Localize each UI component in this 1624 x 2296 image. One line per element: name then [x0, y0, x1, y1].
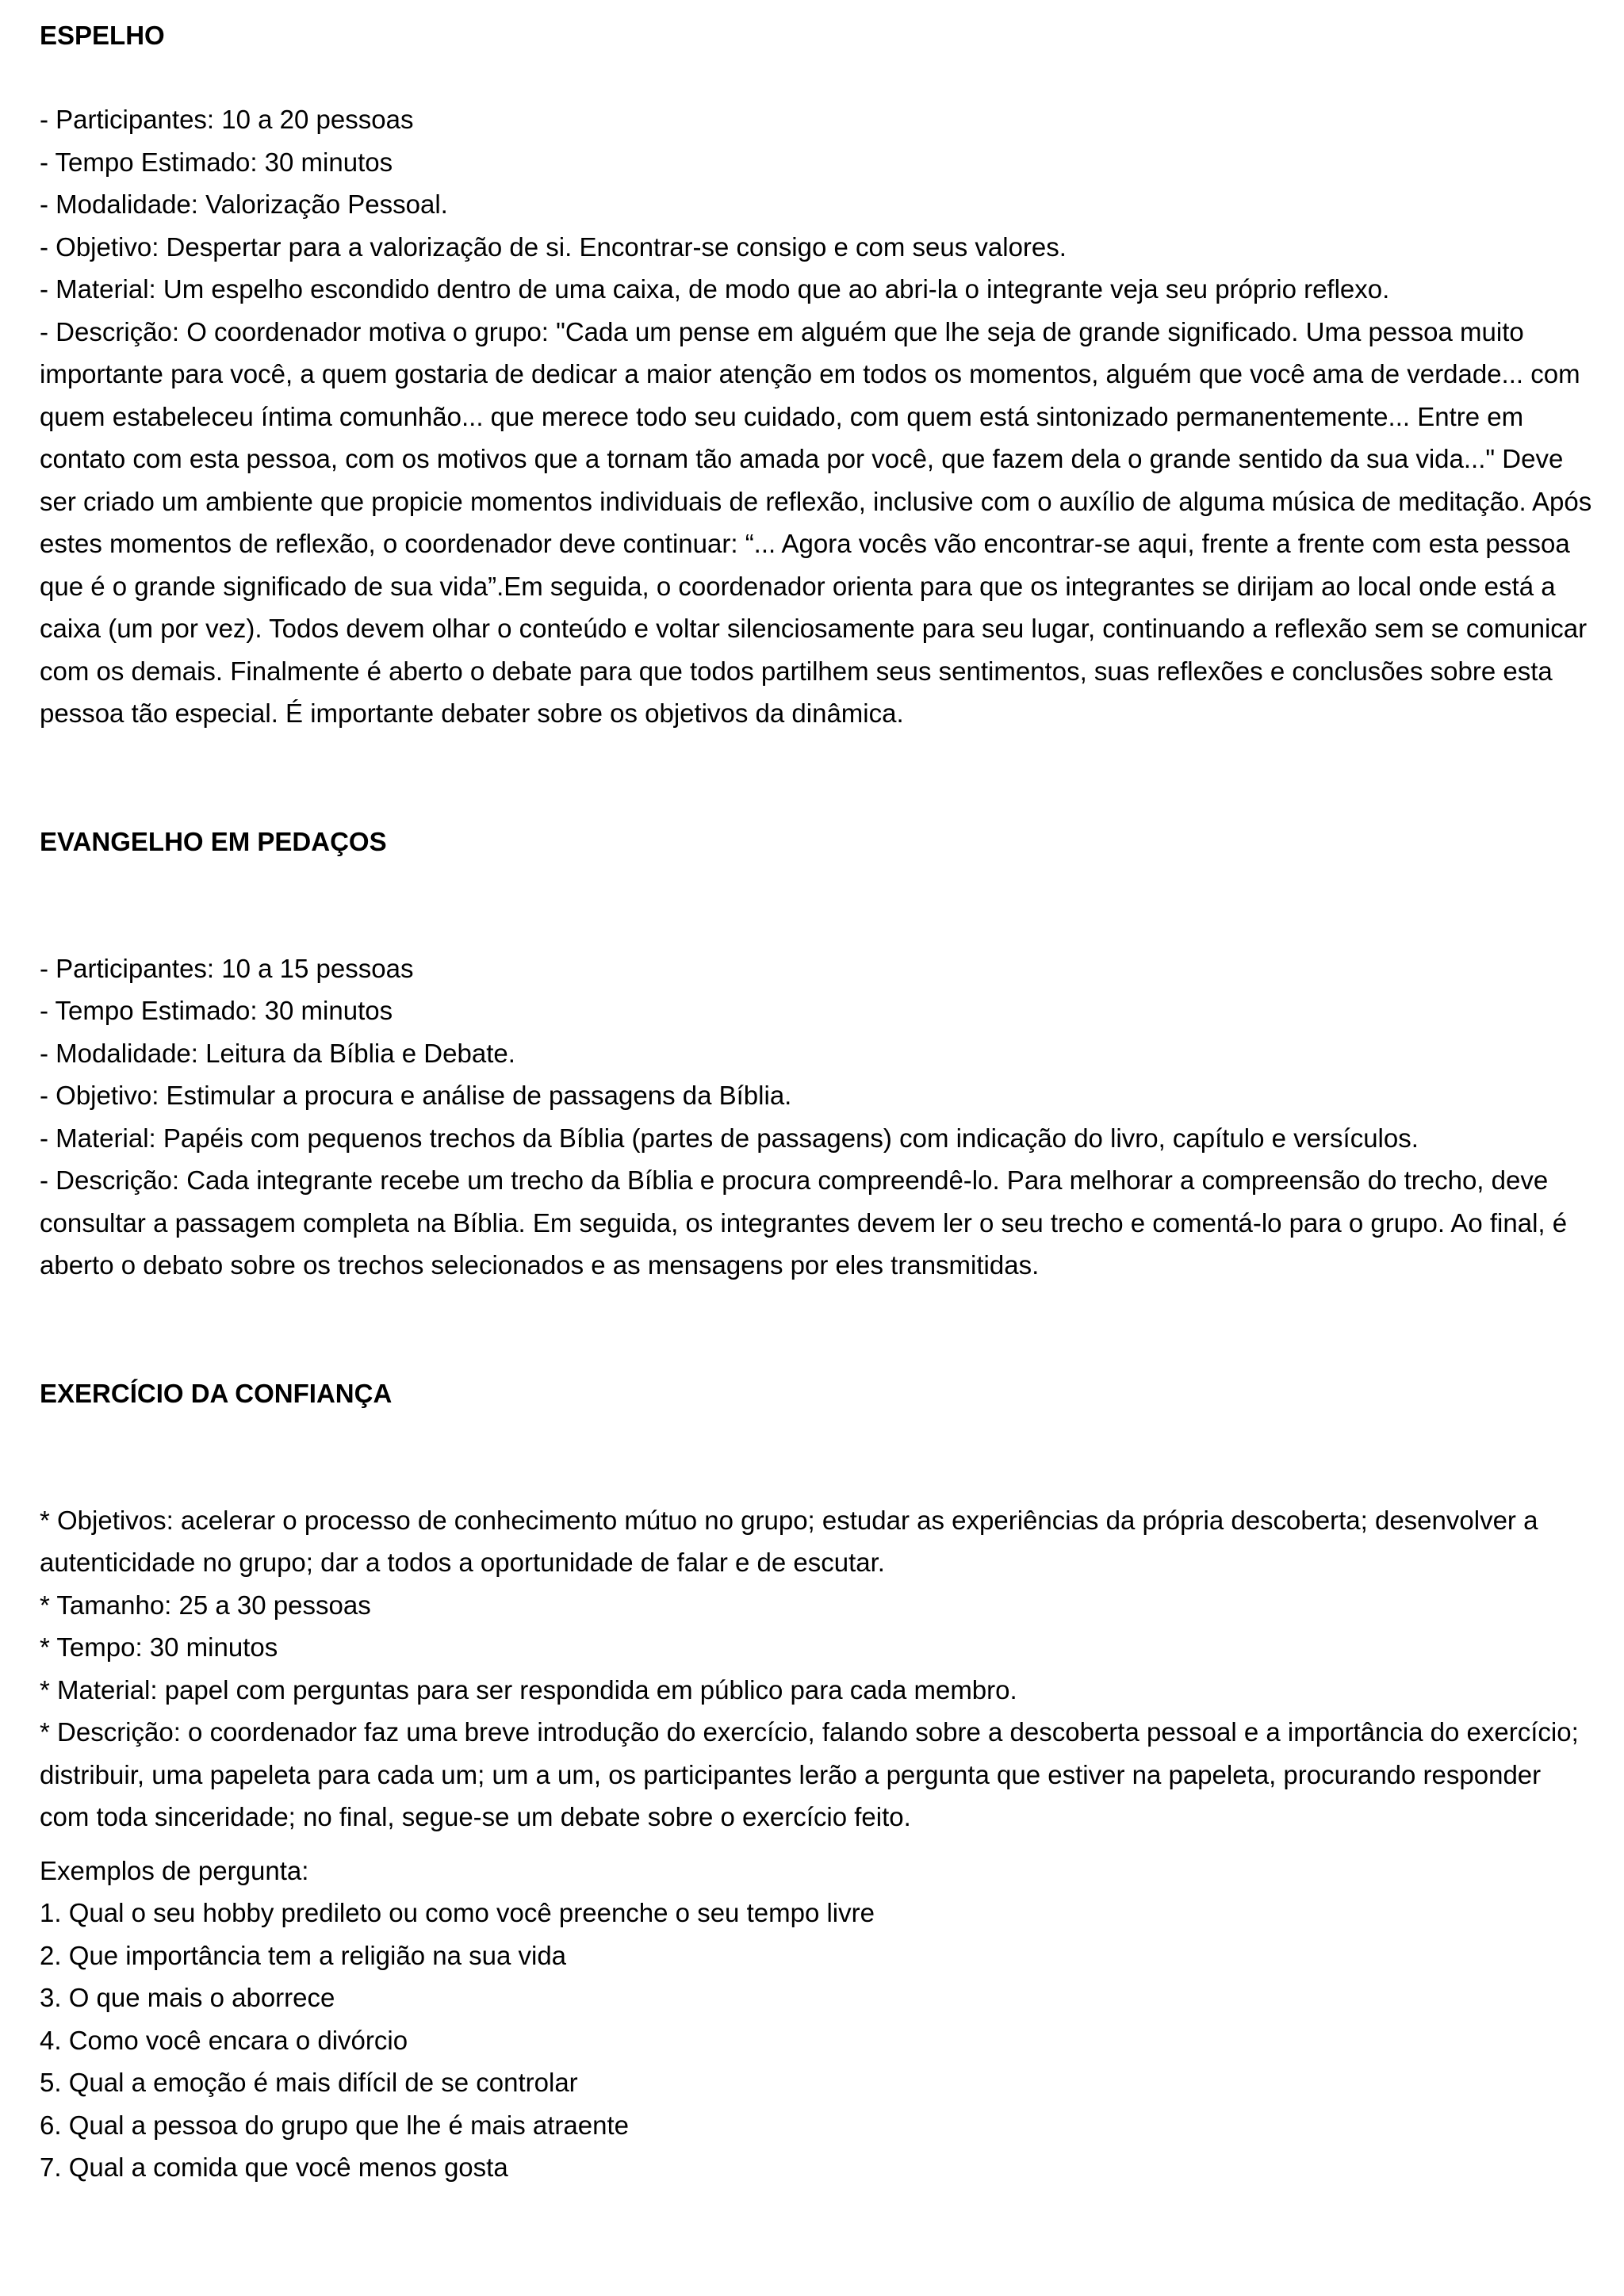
section-exercicio-confianca [40, 1372, 1594, 2189]
material-line: - Material: Papéis com pequenos trechos da Bíblia (partes de passagens) com indicação do livro, capítulo e versículos. [40, 1123, 1419, 1153]
time-line: - Tempo Estimado: 30 minutos [40, 996, 393, 1025]
participants-line: - Participantes: 10 a 20 pessoas [40, 105, 414, 134]
description-paragraph: - Descrição: O coordenador motiva o grupo: "Cada um pense em alguém que lhe seja de grande significado. Uma pessoa muito importante para você, a quem gostaria de dedicar a maior atenção em todos os momentos, alguém que você ama de verdade... com quem estabeleceu íntima comunhão... que merece todo seu cuidado, com quem está sintonizado permanentemente... Entre em contato com esta pessoa, com os motivos que a tornam tão amada por você, que fazem dela o grande sentido da sua vida..." Deve ser criado um ambiente que propicie momentos individuais de reflexão, inclusive com o auxílio de alguma música de meditação. Após estes momentos de reflexão, o coordenador deve continuar: “... Agora vocês vão encontrar-se aqui, frente a frente com esta pessoa que é o grande significado de sua vida”.Em seguida, o coordenador orienta para que os integrantes se dirijam ao local onde está a caixa (um por vez). Todos devem olhar o conteúdo e voltar silenciosamente para seu lugar, continuando a reflexão sem se comunicar com os demais. Finalmente é aberto o debate para que todos partilhem seus sentimentos, suas reflexões e conclusões sobre esta pessoa tão especial. É importante debater sobre os objetivos da dinâmica. [40, 316, 1592, 728]
example-question: 4. Como você encara o divórcio [40, 2025, 408, 2055]
modality-line: - Modalidade: Leitura da Bíblia e Debate. [40, 1038, 515, 1068]
modality-line: - Modalidade: Valorização Pessoal. [40, 189, 448, 219]
example-question: 6. Qual a pessoa do grupo que lhe é mais atraente [40, 2110, 629, 2140]
example-question: 3. O que mais o aborrece [40, 1983, 335, 2012]
objective-line: - Objetivo: Estimular a procura e análise de passagens da Bíblia. [40, 1081, 792, 1110]
section-evangelho [40, 821, 1594, 1287]
example-question: 2. Que importância tem a religião na sua vida [40, 1940, 567, 1970]
example-question: 5. Qual a emoção é mais difícil de se controlar [40, 2068, 578, 2097]
time-line: * Tempo: 30 minutos [40, 1632, 278, 1662]
description-paragraph: - Descrição: Cada integrante recebe um trecho da Bíblia e procura compreendê-lo. Para melhorar a compreensão do trecho, deve consultar a passagem completa na Bíblia. Em seguida, os integrantes devem ler o seu trecho e comentá-lo para o grupo. Ao final, é aberto o debato sobre os trechos selecionados e as mensagens por eles transmitidas. [40, 1165, 1568, 1280]
example-question: 7. Qual a comida que você menos gosta [40, 2152, 508, 2182]
time-line: - Tempo Estimado: 30 minutos [40, 147, 393, 177]
section-title: EVANGELHO EM PEDAÇOS [40, 826, 387, 856]
objective-line: - Objetivo: Despertar para a valorização de si. Encontrar-se consigo e com seus valores. [40, 232, 1067, 262]
objectives-paragraph: * Objetivos: acelerar o processo de conhecimento mútuo no grupo; estudar as experiências da própria descoberta; desenvolver a autenticidade no grupo; dar a todos a oportunidade de falar e de escutar. [40, 1505, 1538, 1577]
example-question: 1. Qual o seu hobby predileto ou como você preenche o seu tempo livre [40, 1898, 875, 1927]
section-espelho [40, 14, 1594, 735]
size-line: * Tamanho: 25 a 30 pessoas [40, 1590, 371, 1620]
description-paragraph: * Descrição: o coordenador faz uma breve introdução do exercício, falando sobre a descoberta pessoal e a importância do exercício; distribuir, uma papeleta para cada um; um a um, os participantes lerão a pergunta que estiver na papeleta, procurando responder com toda sinceridade; no final, segue-se um debate sobre o exercício feito. [40, 1717, 1579, 1831]
section-title: ESPELHO [40, 21, 165, 50]
material-line: * Material: papel com perguntas para ser respondida em público para cada membro. [40, 1674, 1017, 1705]
material-line: - Material: Um espelho escondido dentro de uma caixa, de modo que ao abri-la o integrante veja seu próprio reflexo. [40, 274, 1390, 304]
section-title: EXERCÍCIO DA CONFIANÇA [40, 1378, 393, 1408]
participants-line: - Participantes: 10 a 15 pessoas [40, 953, 414, 983]
document-page [40, 14, 1594, 2189]
examples-heading: Exemplos de pergunta: [40, 1855, 309, 1885]
